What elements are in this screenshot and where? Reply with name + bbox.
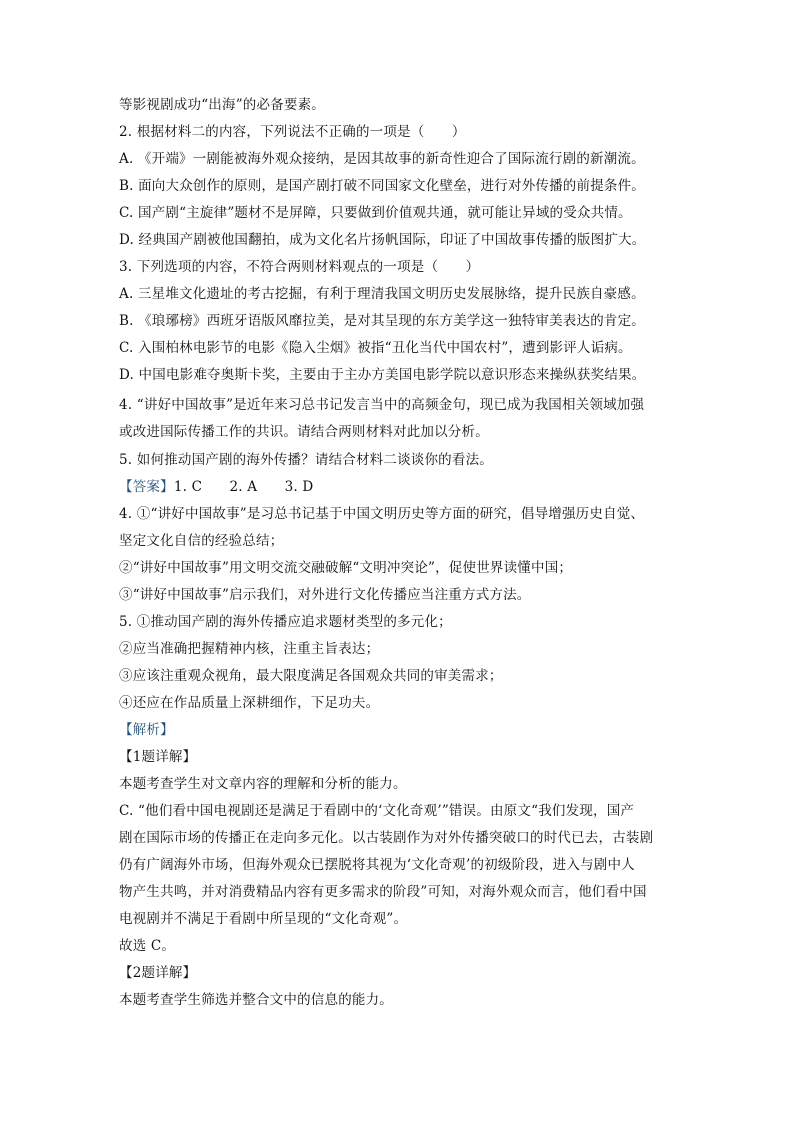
question-5-stem: 5. 如何推动国产剧的海外传播？请结合材料二谈谈你的看法。 — [119, 452, 493, 468]
analysis-heading — [119, 721, 679, 739]
q2-option-d: D. 经典国产剧被他国翻拍，成为文化名片扬帆国际，印证了中国故事传播的版图扩大。 — [119, 232, 646, 248]
analysis-tag: 【解析】 — [119, 722, 174, 738]
answer-5-line: ④还应在作品质量上深耕细作，下足功夫。 — [119, 695, 380, 711]
answer-5-line: ③应该注重观众视角，最大限度满足各国观众共同的审美需求； — [119, 668, 503, 684]
q3-option-a: A. 三星堆文化遗址的考古挖掘，有利于理清我国文明历史发展脉络，提升民族自豪感。 — [119, 286, 645, 302]
answer-4-line: ③“讲好中国故事”启示我们，对外进行文化传播应当注重方式方法。 — [119, 587, 531, 603]
question-2-stem: 2. 根据材料二的内容，下列说法不正确的一项是（ ） — [119, 124, 466, 140]
question-4-stem: 4. “讲好中国故事”是近年来习总书记发言当中的高频金句，现已成为我国相关领域加强 — [119, 397, 645, 413]
answer-tag: 【答案】 — [119, 479, 174, 495]
q2-detail-heading: 【2题详解】 — [119, 965, 197, 981]
analysis-line: C. “他们看中国电视剧还是满足于看剧中的‘文化奇观’”错误。由原文“我们发现，国产 — [119, 803, 635, 819]
answer-4-line: 4. ①“讲好中国故事”是习总书记基于中国文明历史等方面的研究，倡导增强历史自觉、 — [119, 506, 645, 522]
q2-option-c: C. 国产剧“主旋律”题材不是屏障，只要做到价值观共通，就可能让异域的受众共情。 — [119, 205, 632, 221]
q3-option-b: B. 《琅琊榜》西班牙语版风靡拉美，是对其呈现的东方美学这一独特审美表达的肯定。 — [119, 313, 646, 329]
question-3-stem: 3. 下列选项的内容，不符合两则材料观点的一项是（ ） — [119, 259, 480, 275]
analysis-line: 电视剧并不满足于看剧中所呈现的“文化奇观”。 — [119, 911, 408, 927]
analysis-conclusion: 故选 C。 — [119, 938, 176, 954]
answer-5-line: ②应当准确把握精神内核，注重主旨表达； — [119, 641, 380, 657]
q3-option-c: C. 入围柏林电影节的电影《隐入尘烟》被指“丑化当代中国农村”，遭到影评人诟病。 — [119, 340, 632, 356]
answer-4-line: ②“讲好中国故事”用文明交流交融破解“文明冲突论”，促使世界读懂中国； — [119, 560, 573, 576]
analysis-line: 仍有广阔海外市场，但海外观众已摆脱将其视为‘文化奇观’的初级阶段，进入与剧中人 — [119, 857, 635, 873]
q2-option-a: A. 《开端》一剧能被海外观众接纳，是因其故事的新奇性迎合了国际流行剧的新潮流。 — [119, 151, 645, 167]
answer-values: 1. C 2. A 3. D — [173, 479, 314, 495]
analysis-line: 剧在国际市场的传播正在走向多元化。以古装剧作为对外传播突破口的时代已去，古装剧 — [119, 830, 654, 846]
q3-option-d: D. 中国电影难夺奥斯卡奖，主要由于主办方美国电影学院以意识形态来操纵获奖结果。 — [119, 367, 646, 383]
q2-option-b: B. 面向大众创作的原则，是国产剧打破不同国家文化壁垒，进行对外传播的前提条件。 — [119, 178, 646, 194]
analysis-line: 本题考查学生筛选并整合文中的信息的能力。 — [119, 992, 393, 1008]
text-line: 等影视剧成功“出海”的必备要素。 — [119, 97, 326, 113]
analysis-line: 本题考查学生对文章内容的理解和分析的能力。 — [119, 776, 407, 792]
analysis-line: 物产生共鸣，并对消费精品内容有更多需求的阶段”可知，对海外观众而言，他们看中国 — [119, 884, 647, 900]
q1-detail-heading: 【1题详解】 — [119, 749, 197, 765]
answer-4-line: 坚定文化自信的经验总结； — [119, 533, 284, 549]
answer-line — [119, 478, 679, 496]
question-4-stem-cont: 或改进国际传播工作的共识。请结合两则材料对此加以分析。 — [119, 424, 489, 440]
answer-5-line: 5. ①推动国产剧的海外传播应追求题材类型的多元化； — [119, 614, 452, 630]
